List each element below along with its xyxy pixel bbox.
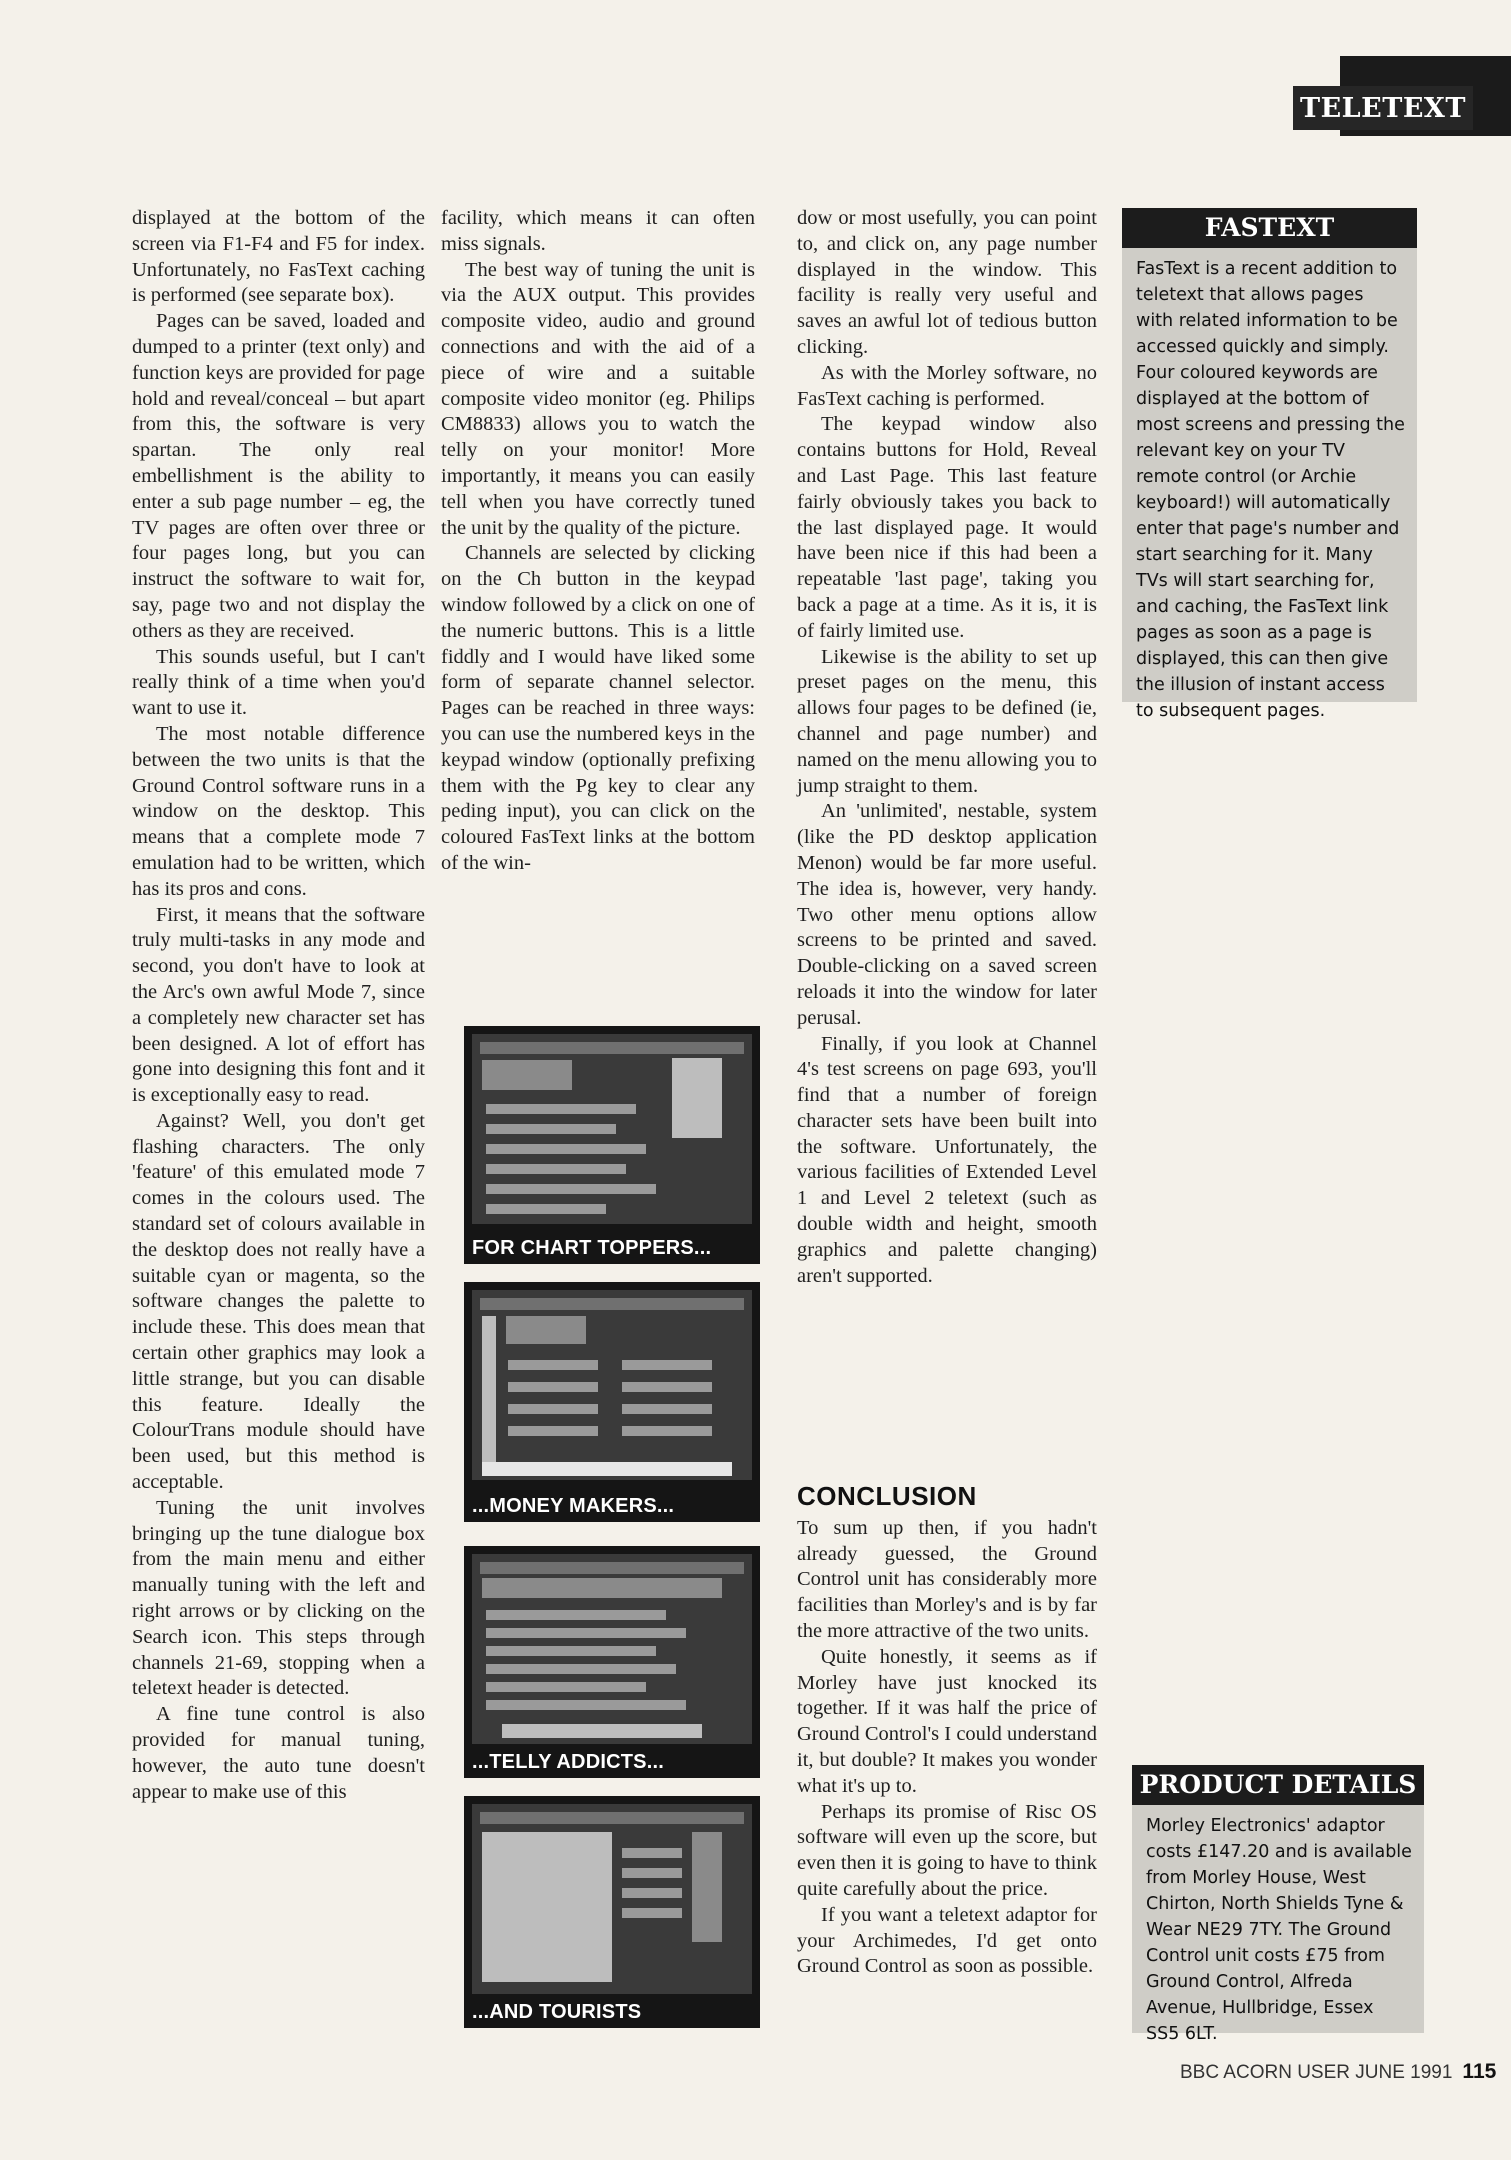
paragraph: Likewise is the ability to set up preset pages on the menu, this allows four pages to be defined (ie, channel and page number) and named on the menu allowing you to jump straight to them. (797, 645, 1097, 797)
fastext-title: FASTEXT (1122, 208, 1417, 248)
paragraph: As with the Morley software, no FasText caching is performed. (797, 361, 1097, 410)
paragraph: The most notable difference between the two units is that the Ground Control software runs in a window on the desktop. This means that a complete mode 7 emulation had to be written, which has its pros and cons. (132, 722, 425, 900)
paragraph: An 'unlimited', nestable, system (like the PD desktop application Menon) would be far more useful. The idea is, however, very handy. Two other menu options allow screens to be printed and saved. Double-clicking on a saved screen reloads it into the window for later perusal. (797, 800, 1097, 1029)
teletext-screenshot-city (464, 1282, 760, 1522)
paragraph: If you want a teletext adaptor for your Archimedes, I'd get onto Ground Control as soon as possible. (797, 1903, 1097, 1978)
product-details-title: PRODUCT DETAILS (1132, 1765, 1424, 1805)
paragraph: Pages can be saved, loaded and dumped to a printer (text only) and function keys are provided for page hold and reveal/conceal – but apart from this, the software is very spartan. The only real embellishment is the ability to enter a sub page number – eg, the TV pages are often over three or four pages long, but you can instruct the software to wait for, say, page two and not display the others as they are received. (132, 310, 425, 642)
conclusion-heading: CONCLUSION (797, 1481, 977, 1511)
magazine-issue: BBC ACORN USER JUNE 1991 (1180, 2062, 1453, 2083)
screenshot-image (472, 1290, 752, 1480)
screenshot-caption: ...AND TOURISTS (472, 2001, 642, 2023)
paragraph: Quite honestly, it seems as if Morley have just knocked its together. If it was half the price of Ground Control's I could understand it, but double? It makes you wonder what it's up to. (797, 1645, 1097, 1797)
paragraph: First, it means that the software truly multi-tasks in any mode and second, you don't have to look at the Arc's own awful Mode 7, since a completely new character set has been designed. A lot of effort has gone into designing this font and it is exceptionally easy to read. (132, 903, 425, 1107)
fastext-body: FasText is a recent addition to teletext that allows pages with related information to be accessed quickly and simply. Four coloured keywords are displayed at the bottom of most screens and pressing the relevant key on your TV remote control (or Archie keyboard!) will automatically enter that page's number and start searching for it. Many TVs will start searching for, and caching, the FasText link pages as soon as a page is displayed, this can then give the illusion of instant access to subsequent pages. (1136, 259, 1405, 721)
paragraph: Against? Well, you don't get flashing characters. The only 'feature' of this emulated mode 7 comes in the colours used. The standard set of colours available in the desktop does not really have a suitable cyan or magenta, so the software changes the palette to include these. This does mean that certain other graphics may look a little strange, but you can disable this feature. Ideally the ColourTrans module should have been used, but this method is acceptable. (132, 1109, 425, 1494)
article-column-3 (797, 206, 1097, 1289)
paragraph: A fine tune control is also provided for manual tuning, however, the auto tune doesn't appear to make use of this (132, 1703, 425, 1803)
screenshot-caption: FOR CHART TOPPERS... (472, 1237, 712, 1259)
product-details-sidebar (1132, 1765, 1424, 2044)
page-footer (1180, 2060, 1497, 2090)
paragraph: The best way of tuning the unit is via the AUX output. This provides composite video, audio and ground connections and with the aid of a piece of wire and a suitable composite video monitor (eg. Philips CM8833) allows you to watch the telly on your monitor! More importantly, it means you can easily tell when you have correctly tuned the unit by the quality of the picture. (441, 258, 755, 539)
screenshot-image (472, 1034, 752, 1224)
conclusion-section (797, 1481, 1097, 1980)
teletext-screenshot-chart (464, 1026, 760, 1264)
paragraph: displayed at the bottom of the screen via F1-F4 and F5 for index. Unfortunately, no FasText caching is performed (see separate box). (132, 207, 425, 307)
paragraph: Finally, if you look at Channel 4's test screens on page 693, you'll find that a number of foreign character sets have been built into the software. Unfortunately, the various facilities of Extended Level 1 and Level 2 teletext (such as double width and height, smooth graphics and palette changing) aren't supported. (797, 1032, 1097, 1287)
product-details-body: Morley Electronics' adaptor costs £147.20 and is available from Morley House, West Chirton, North Shields Tyne & Wear NE29 7TY. The Ground Control unit costs £75 from Ground Control, Alfreda Avenue, Hullbridge, Essex SS5 6LT. (1146, 1816, 1412, 2044)
paragraph: dow or most usefully, you can point to, and click on, any page number displayed in the window. This facility is really very useful and saves an awful lot of tedious button clicking. (797, 207, 1097, 358)
teletext-screenshot-itv (464, 1546, 760, 1778)
screenshot-image (472, 1804, 752, 1994)
paragraph: Channels are selected by clicking on the Ch button in the keypad window followed by a click on one of the numeric buttons. This is a little fiddly and I would have liked some form of separate channel selector. Pages can be reached in three ways: you can use the numbered keys in the keypad window (optionally prefixing them with the Pg key to clear any peding input), you can click on the coloured FasText links at the bottom of the win- (441, 542, 755, 874)
screenshot-caption: ...MONEY MAKERS... (472, 1495, 675, 1517)
paragraph: Perhaps its promise of Risc OS software will even up the score, but even then it is going to have to think quite carefully about the price. (797, 1800, 1097, 1900)
page-number: 115 (1462, 2060, 1497, 2083)
article-column-2 (441, 206, 755, 877)
article-column-1 (132, 206, 425, 1805)
paragraph: The keypad window also contains buttons for Hold, Reveal and Last Page. This last feature fairly obviously takes you back to the last displayed page. It would have been nice if this had been a repeatable 'last page', taking you back a page at a time. As it is, it is of fairly limited use. (797, 413, 1097, 642)
section-tab: TELETEXT (1293, 86, 1473, 130)
paragraph: To sum up then, if you hadn't already guessed, the Ground Control unit has considerably more facilities than Morley's and is by far the more attractive of the two units. (797, 1516, 1097, 1642)
teletext-screenshot-weather (464, 1796, 760, 2028)
paragraph: Tuning the unit involves bringing up the tune dialogue box from the main menu and either manually tuning with the left and right arrows or by clicking on the Search icon. This steps through channels 21-69, stopping when a teletext header is detected. (132, 1496, 425, 1700)
paragraph: facility, which means it can often miss signals. (441, 207, 755, 255)
screenshot-caption: ...TELLY ADDICTS... (472, 1751, 664, 1773)
fastext-sidebar (1122, 208, 1417, 721)
screenshot-image (472, 1554, 752, 1744)
paragraph: This sounds useful, but I can't really think of a time when you'd want to use it. (132, 645, 425, 720)
